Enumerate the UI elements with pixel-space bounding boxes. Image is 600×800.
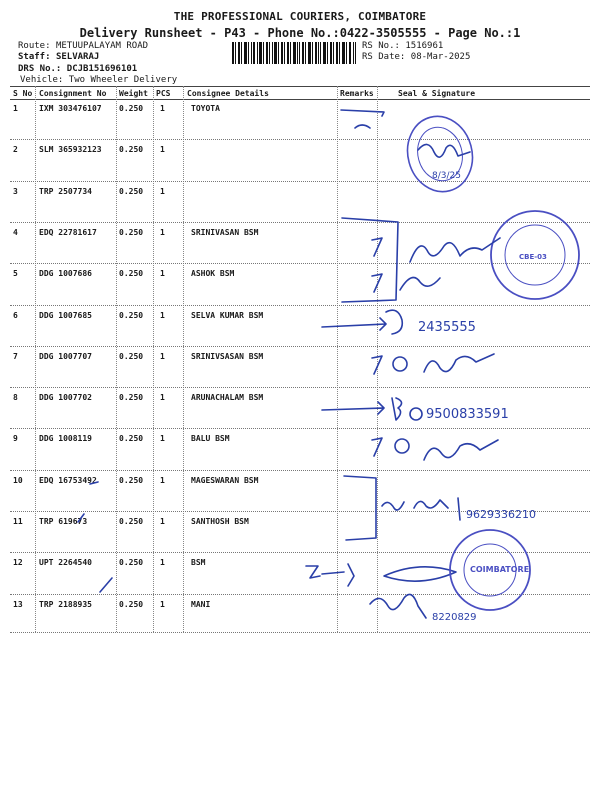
signature-mark [414, 500, 448, 508]
cell-weight: 0.250 [119, 517, 144, 526]
cell-pcs: 1 [160, 476, 165, 485]
svg-text:CBE-03: CBE-03 [519, 253, 547, 261]
cell-pcs: 1 [160, 228, 165, 237]
cell-pcs: 1 [160, 434, 165, 443]
cell-weight: 0.250 [119, 476, 144, 485]
remark-seven-mark [372, 238, 382, 256]
cell-consignment: DDG 1007686 [39, 269, 92, 278]
col-header-consignment: Consignment No [39, 89, 107, 98]
cell-sno: 5 [13, 269, 18, 278]
cell-sno: 2 [13, 145, 18, 154]
handwritten-phone: 8220829 [432, 612, 477, 623]
cell-weight: 0.250 [119, 104, 144, 113]
cell-weight: 0.250 [119, 228, 144, 237]
cell-weight: 0.250 [119, 600, 144, 609]
col-header-seal: Seal & Signature [398, 89, 476, 98]
cell-consignment: EDQ 16753492 [39, 476, 97, 485]
cell-consignee: SRINIVASAN BSM [191, 228, 259, 237]
cell-consignee: ASHOK BSM [191, 269, 235, 278]
staff-value: SELVARAJ [55, 52, 100, 62]
col-header-sno: S No [13, 89, 33, 98]
cell-sno: 4 [13, 228, 18, 237]
vehicle-value: Two Wheeler Delivery [68, 75, 178, 85]
signature-mark [370, 594, 426, 618]
cell-sno: 6 [13, 311, 18, 320]
cell-weight: 0.250 [119, 393, 144, 402]
arrow-mark [322, 402, 384, 414]
cell-consignment: TRP 2507734 [39, 187, 92, 196]
cell-weight: 0.250 [119, 311, 144, 320]
cell-consignment: EDQ 22781617 [39, 228, 97, 237]
cell-consignment: UPT 2264540 [39, 558, 92, 567]
pen-mark [100, 578, 112, 592]
signature-mark [386, 310, 402, 334]
col-header-weight: Weight [119, 89, 148, 98]
cell-weight: 0.250 [119, 558, 144, 567]
cell-consignee: TOYOTA [191, 104, 220, 113]
arrow-mark [306, 566, 344, 578]
cell-pcs: 1 [160, 600, 165, 609]
signature-mark [424, 440, 498, 460]
cell-pcs: 1 [160, 393, 165, 402]
cell-weight: 0.250 [119, 187, 144, 196]
pen-mark [458, 498, 460, 520]
cell-pcs: 1 [160, 104, 165, 113]
rs-date-label: RS Date: [362, 52, 406, 62]
remark-bracket-mark [341, 110, 384, 116]
cell-consignment: DDG 1007707 [39, 352, 92, 361]
vehicle-label: Vehicle: [20, 75, 64, 85]
remark-seven-mark [372, 438, 382, 456]
rs-no-label: RS No.: [362, 41, 400, 51]
mill-round-stamp [450, 530, 530, 610]
signature-mark [392, 398, 402, 420]
pen-mark [348, 564, 354, 586]
cell-sno: 1 [13, 104, 18, 113]
cell-sno: 10 [13, 476, 23, 485]
remark-tick-mark [355, 125, 370, 128]
cell-consignee: BALU BSM [191, 434, 230, 443]
cell-consignee: SELVA KUMAR BSM [191, 311, 264, 320]
handwritten-phone: 2435555 [418, 320, 476, 335]
col-header-pcs: PCS [156, 89, 171, 98]
cell-pcs: 1 [160, 269, 165, 278]
signature-mark [384, 567, 456, 581]
company-round-stamp [491, 211, 579, 299]
signature-mark [424, 354, 494, 372]
cell-pcs: 1 [160, 352, 165, 361]
cell-consignment: TRP 619673 [39, 517, 88, 526]
cell-pcs: 1 [160, 558, 165, 567]
signature-mark [382, 502, 404, 510]
cell-consignment: DDG 1007685 [39, 311, 92, 320]
handwritten-phone: 9629336210 [466, 508, 536, 521]
staff-label: Staff: [18, 52, 51, 62]
remark-bracket-mark [342, 218, 398, 302]
remark-bracket-mark [344, 476, 376, 540]
cell-weight: 0.250 [119, 352, 144, 361]
signature-mark [400, 278, 440, 291]
runsheet-subtitle: Delivery Runsheet - P43 - Phone No.:0422-3505555 - Page No.:1 [79, 26, 521, 40]
cell-consignment: TRP 2188935 [39, 600, 92, 609]
cell-consignee: SRINIVSASAN BSM [191, 352, 264, 361]
cell-pcs: 1 [160, 517, 165, 526]
handwritten-date: 8/3/25 [432, 171, 461, 181]
cell-weight: 0.250 [119, 269, 144, 278]
cell-pcs: 1 [160, 145, 165, 154]
delivery-seal-stamp [399, 109, 480, 199]
arrow-mark [322, 318, 386, 330]
cell-consignee: MAGESWARAN BSM [191, 476, 259, 485]
cell-sno: 13 [13, 600, 23, 609]
remark-circle-mark [410, 408, 422, 420]
cell-sno: 3 [13, 187, 18, 196]
cell-consignee: MANI [191, 600, 211, 609]
cell-sno: 11 [13, 517, 23, 526]
cell-consignee: BSM [191, 558, 206, 567]
rs-date-value: 08-Mar-2025 [410, 52, 471, 62]
cell-pcs: 1 [160, 187, 165, 196]
cell-sno: 8 [13, 393, 18, 402]
cell-consignment: IXM 303476107 [39, 104, 102, 113]
pen-mark [78, 514, 84, 522]
remark-circle-mark [393, 357, 407, 371]
handwritten-phone: 9500833591 [426, 407, 509, 422]
cell-sno: 9 [13, 434, 18, 443]
cell-weight: 0.250 [119, 434, 144, 443]
cell-consignment: SLM 365932123 [39, 145, 102, 154]
signature-mark [410, 238, 500, 262]
cell-sno: 7 [13, 352, 18, 361]
company-title: THE PROFESSIONAL COURIERS, COIMBATORE [173, 10, 427, 23]
remark-circle-mark [395, 439, 409, 453]
cell-consignment: DDG 1007702 [39, 393, 92, 402]
cell-weight: 0.250 [119, 145, 144, 154]
cell-consignment: DDG 1008119 [39, 434, 92, 443]
cell-sno: 12 [13, 558, 23, 567]
col-header-remarks: Remarks [340, 89, 374, 98]
remark-seven-mark [372, 274, 382, 292]
rs-no-value: 1516961 [405, 41, 444, 51]
remark-seven-mark [372, 356, 382, 374]
drs-value: DCJB151696101 [66, 64, 138, 74]
cell-pcs: 1 [160, 311, 165, 320]
cell-consignee: ARUNACHALAM BSM [191, 393, 264, 402]
cell-consignee: SANTHOSH BSM [191, 517, 249, 526]
pen-mark [90, 482, 98, 484]
route-label: Route: [18, 41, 51, 51]
drs-label: DRS No.: [18, 64, 62, 74]
col-header-consignee: Consignee Details [187, 89, 269, 98]
svg-text:COIMBATORE: COIMBATORE [470, 565, 530, 574]
route-value: METUUPALAYAM ROAD [55, 41, 149, 51]
